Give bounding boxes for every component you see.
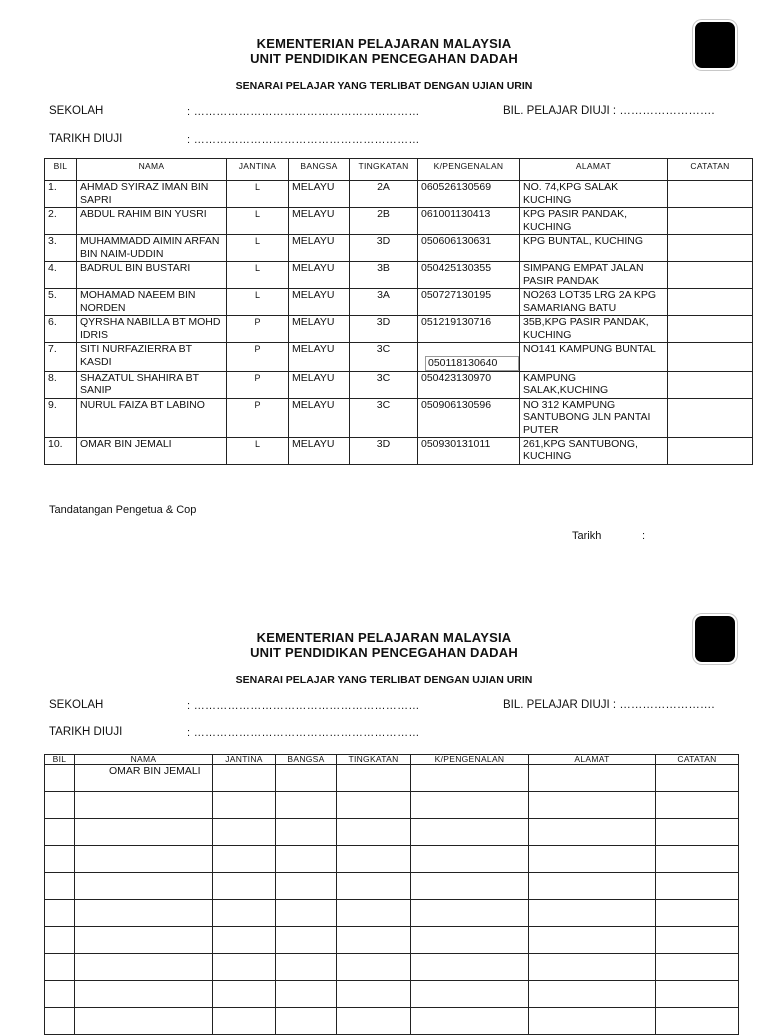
cell-alamat[interactable] xyxy=(529,819,656,846)
students-table xyxy=(44,158,753,465)
cell-nama: MUHAMMADD AIMIN ARFAN BIN NAIM-UDDIN xyxy=(77,235,227,262)
cell-kp[interactable] xyxy=(411,981,529,1008)
col-header-alamat: ALAMAT xyxy=(520,159,668,181)
cell-bangsa[interactable] xyxy=(276,1008,337,1035)
cell-bangsa[interactable] xyxy=(276,819,337,846)
cell-bangsa: MELAYU xyxy=(289,316,350,343)
cell-catatan[interactable] xyxy=(668,235,753,262)
kp-textbox: 050118130640 xyxy=(425,356,519,371)
cell-nama: SITI NURFAZIERRA BT KASDI xyxy=(77,343,227,372)
cell-jantina[interactable] xyxy=(213,765,276,792)
cell-jantina[interactable] xyxy=(213,873,276,900)
tarikh-diuji-field[interactable]: : …………………………………………………… xyxy=(187,134,420,146)
bil-pelajar-diuji-field[interactable]: BIL. PELAJAR DIUJI : ……………………. xyxy=(503,699,715,711)
cell-nama: NURUL FAIZA BT LABINO xyxy=(77,398,227,437)
table-row xyxy=(45,792,739,819)
cell-alamat[interactable] xyxy=(529,792,656,819)
cell-bil: 2. xyxy=(45,208,77,235)
cell-catatan[interactable] xyxy=(656,900,739,927)
cell-bangsa[interactable] xyxy=(276,981,337,1008)
table-row xyxy=(45,846,739,873)
cell-nama[interactable] xyxy=(75,900,213,927)
cell-alamat: NO. 74,KPG SALAK KUCHING xyxy=(520,181,668,208)
cell-nama[interactable] xyxy=(75,981,213,1008)
cell-kp[interactable] xyxy=(411,900,529,927)
cell-jantina[interactable] xyxy=(213,1008,276,1035)
cell-bil[interactable] xyxy=(45,900,75,927)
cell-jantina: P xyxy=(227,316,289,343)
cell-bangsa[interactable] xyxy=(276,792,337,819)
ministry-title: KEMENTERIAN PELAJARAN MALAYSIA xyxy=(256,630,512,645)
unit-title: UNIT PENDIDIKAN PENCEGAHAN DADAH xyxy=(250,51,518,66)
cell-catatan[interactable] xyxy=(656,954,739,981)
cell-bangsa: MELAYU xyxy=(289,208,350,235)
cell-jantina: P xyxy=(227,371,289,398)
cell-alamat[interactable] xyxy=(529,981,656,1008)
cell-jantina: L xyxy=(227,262,289,289)
cell-alamat: KAMPUNG SALAK,KUCHING xyxy=(520,371,668,398)
col-header-tingkatan: TINGKATAN xyxy=(350,159,418,181)
sekolah-label: SEKOLAH xyxy=(49,105,104,117)
col-header-kpengenalan: K/PENGENALAN xyxy=(418,159,520,181)
cell-bil: 1. xyxy=(45,181,77,208)
form-subtitle: SENARAI PELAJAR YANG TERLIBAT DENGAN UJIAN URIN xyxy=(235,80,533,92)
cell-catatan[interactable] xyxy=(668,262,753,289)
col-header-jantina: JANTINA xyxy=(227,159,289,181)
cell-kp: 050930131011 xyxy=(418,437,520,464)
black-square-logo xyxy=(695,616,735,662)
cell-tingkatan[interactable] xyxy=(337,846,411,873)
cell-bangsa[interactable] xyxy=(276,846,337,873)
cell-nama: AHMAD SYIRAZ IMAN BIN SAPRI xyxy=(77,181,227,208)
cell-bil[interactable] xyxy=(45,765,75,792)
black-square-logo xyxy=(695,22,735,68)
cell-bil: 3. xyxy=(45,235,77,262)
cell-catatan[interactable] xyxy=(656,765,739,792)
cell-catatan[interactable] xyxy=(656,873,739,900)
cell-catatan[interactable] xyxy=(668,343,753,372)
cell-alamat: KPG BUNTAL, KUCHING xyxy=(520,235,668,262)
cell-nama[interactable] xyxy=(75,846,213,873)
cell-kp: 050423130970 xyxy=(418,371,520,398)
cell-jantina[interactable] xyxy=(213,927,276,954)
cell-catatan[interactable] xyxy=(656,819,739,846)
cell-jantina: L xyxy=(227,181,289,208)
cell-alamat[interactable] xyxy=(529,954,656,981)
cell-jantina[interactable] xyxy=(213,846,276,873)
cell-kp[interactable] xyxy=(411,765,529,792)
cell-bil[interactable] xyxy=(45,846,75,873)
cell-bangsa: MELAYU xyxy=(289,181,350,208)
cell-nama[interactable] xyxy=(75,927,213,954)
table-row xyxy=(45,262,753,289)
cell-jantina: L xyxy=(227,289,289,316)
cell-nama[interactable] xyxy=(75,792,213,819)
bil-pelajar-diuji-field[interactable]: BIL. PELAJAR DIUJI : ……………………. xyxy=(503,105,715,117)
cell-nama: QYRSHA NABILLA BT MOHD IDRIS xyxy=(77,316,227,343)
col-header-catatan: CATATAN xyxy=(668,159,753,181)
cell-catatan[interactable] xyxy=(656,1008,739,1035)
cell-bil: 5. xyxy=(45,289,77,316)
cell-kp[interactable] xyxy=(411,954,529,981)
cell-bangsa[interactable] xyxy=(276,954,337,981)
cell-jantina[interactable] xyxy=(213,954,276,981)
tarikh-diuji-label: TARIKH DIUJI xyxy=(49,133,123,145)
cell-bangsa: MELAYU xyxy=(289,437,350,464)
col-header-nama: NAMA xyxy=(75,755,213,765)
sekolah-label: SEKOLAH xyxy=(49,699,104,711)
table-row xyxy=(45,873,739,900)
cell-alamat: KPG PASIR PANDAK, KUCHING xyxy=(520,208,668,235)
unit-title: UNIT PENDIDIKAN PENCEGAHAN DADAH xyxy=(250,645,518,660)
cell-tingkatan[interactable] xyxy=(337,873,411,900)
cell-catatan[interactable] xyxy=(668,208,753,235)
cell-tingkatan[interactable] xyxy=(337,819,411,846)
form-subtitle: SENARAI PELAJAR YANG TERLIBAT DENGAN UJIAN URIN xyxy=(235,674,533,686)
cell-catatan[interactable] xyxy=(668,289,753,316)
ministry-title: KEMENTERIAN PELAJARAN MALAYSIA xyxy=(256,36,512,51)
cell-alamat: SIMPANG EMPAT JALAN PASIR PANDAK xyxy=(520,262,668,289)
cell-alamat[interactable] xyxy=(529,1008,656,1035)
cell-bangsa: MELAYU xyxy=(289,235,350,262)
cell-bil: 8. xyxy=(45,371,77,398)
cell-nama[interactable] xyxy=(75,1008,213,1035)
cell-jantina: L xyxy=(227,208,289,235)
table-row xyxy=(45,208,753,235)
table-header-row xyxy=(45,159,753,181)
tarikh-label: Tarikh xyxy=(572,530,602,542)
cell-kp: 051219130716 xyxy=(418,316,520,343)
cell-tingkatan: 3D xyxy=(350,316,418,343)
cell-tingkatan: 2B xyxy=(350,208,418,235)
signature-label: Tandatangan Pengetua & Cop xyxy=(49,504,197,516)
cell-tingkatan[interactable] xyxy=(337,927,411,954)
students-table-blank xyxy=(44,754,739,1035)
cell-tingkatan: 3D xyxy=(350,235,418,262)
cell-nama[interactable] xyxy=(75,873,213,900)
cell-jantina[interactable] xyxy=(213,900,276,927)
cell-catatan[interactable] xyxy=(668,181,753,208)
cell-alamat[interactable] xyxy=(529,846,656,873)
cell-bil[interactable] xyxy=(45,981,75,1008)
cell-jantina[interactable] xyxy=(213,792,276,819)
cell-nama: OMAR BIN JEMALI xyxy=(77,437,227,464)
cell-kp: 050606130631 xyxy=(418,235,520,262)
cell-kp[interactable] xyxy=(411,927,529,954)
cell-tingkatan: 3B xyxy=(350,262,418,289)
tarikh-diuji-field[interactable]: : …………………………………………………… xyxy=(187,727,420,739)
cell-bil[interactable] xyxy=(45,792,75,819)
cell-kp: 061001130413 xyxy=(418,208,520,235)
cell-tingkatan[interactable] xyxy=(337,765,411,792)
cell-kp[interactable] xyxy=(411,792,529,819)
cell-bangsa[interactable] xyxy=(276,900,337,927)
cell-catatan[interactable] xyxy=(668,437,753,464)
cell-tingkatan[interactable] xyxy=(337,900,411,927)
cell-nama[interactable]: OMAR BIN JEMALI xyxy=(75,765,213,792)
table-row xyxy=(45,981,739,1008)
cell-tingkatan[interactable] xyxy=(337,954,411,981)
col-header-bil: BIL xyxy=(45,159,77,181)
cell-jantina[interactable] xyxy=(213,819,276,846)
cell-bangsa[interactable] xyxy=(276,927,337,954)
cell-bangsa[interactable] xyxy=(276,873,337,900)
cell-bangsa: MELAYU xyxy=(289,343,350,372)
cell-catatan[interactable] xyxy=(656,792,739,819)
cell-bil[interactable] xyxy=(45,1008,75,1035)
cell-bangsa[interactable] xyxy=(276,765,337,792)
cell-tingkatan: 3A xyxy=(350,289,418,316)
cell-bangsa: MELAYU xyxy=(289,398,350,437)
cell-bil[interactable] xyxy=(45,873,75,900)
cell-nama[interactable] xyxy=(75,954,213,981)
cell-alamat: 35B,KPG PASIR PANDAK, KUCHING xyxy=(520,316,668,343)
cell-catatan[interactable] xyxy=(656,846,739,873)
cell-bil: 6. xyxy=(45,316,77,343)
table-row xyxy=(45,316,753,343)
col-header-bangsa: BANGSA xyxy=(276,755,337,765)
sekolah-field[interactable]: : …………………………………………………… xyxy=(187,700,420,712)
cell-alamat: NO141 KAMPUNG BUNTAL xyxy=(520,343,668,372)
cell-tingkatan: 3C xyxy=(350,398,418,437)
col-header-bil: BIL xyxy=(45,755,75,765)
cell-tingkatan: 3D xyxy=(350,437,418,464)
table-header-row xyxy=(45,755,739,765)
cell-jantina: P xyxy=(227,398,289,437)
cell-nama: ABDUL RAHIM BIN YUSRI xyxy=(77,208,227,235)
cell-kp[interactable] xyxy=(411,846,529,873)
cell-bangsa: MELAYU xyxy=(289,262,350,289)
table-row xyxy=(45,343,753,372)
cell-bangsa: MELAYU xyxy=(289,289,350,316)
cell-jantina: L xyxy=(227,437,289,464)
cell-kp[interactable] xyxy=(411,819,529,846)
cell-alamat[interactable] xyxy=(529,927,656,954)
cell-nama: BADRUL BIN BUSTARI xyxy=(77,262,227,289)
cell-jantina: L xyxy=(227,235,289,262)
cell-kp: 050906130596 xyxy=(418,398,520,437)
cell-kp: 050727130195 xyxy=(418,289,520,316)
table-row xyxy=(45,900,739,927)
table-row xyxy=(45,181,753,208)
col-header-nama: NAMA xyxy=(77,159,227,181)
cell-tingkatan: 3C xyxy=(350,371,418,398)
cell-alamat: NO263 LOT35 LRG 2A KPG SAMARIANG BATU xyxy=(520,289,668,316)
table-row xyxy=(45,289,753,316)
tarikh-diuji-label: TARIKH DIUJI xyxy=(49,726,123,738)
table-row xyxy=(45,437,753,464)
cell-kp: 050425130355 xyxy=(418,262,520,289)
cell-tingkatan[interactable] xyxy=(337,792,411,819)
col-header-tingkatan: TINGKATAN xyxy=(337,755,411,765)
cell-alamat[interactable] xyxy=(529,873,656,900)
col-header-alamat: ALAMAT xyxy=(529,755,656,765)
cell-bangsa: MELAYU xyxy=(289,371,350,398)
cell-tingkatan: 3C xyxy=(350,343,418,372)
table-row xyxy=(45,235,753,262)
cell-bil: 9. xyxy=(45,398,77,437)
cell-nama[interactable] xyxy=(75,819,213,846)
col-header-catatan: CATATAN xyxy=(656,755,739,765)
table-row xyxy=(45,954,739,981)
col-header-kpengenalan: K/PENGENALAN xyxy=(411,755,529,765)
table-row xyxy=(45,371,753,398)
table-row xyxy=(45,1008,739,1035)
cell-alamat[interactable] xyxy=(529,900,656,927)
table-row xyxy=(45,398,753,437)
cell-kp[interactable] xyxy=(411,1008,529,1035)
cell-bil: 10. xyxy=(45,437,77,464)
cell-tingkatan[interactable] xyxy=(337,1008,411,1035)
sekolah-field[interactable]: : …………………………………………………… xyxy=(187,106,420,118)
cell-catatan[interactable] xyxy=(668,398,753,437)
cell-jantina[interactable] xyxy=(213,981,276,1008)
cell-jantina: P xyxy=(227,343,289,372)
cell-tingkatan[interactable] xyxy=(337,981,411,1008)
cell-nama: MOHAMAD NAEEM BIN NORDEN xyxy=(77,289,227,316)
tarikh-colon: : xyxy=(642,530,646,542)
cell-tingkatan: 2A xyxy=(350,181,418,208)
cell-bil[interactable] xyxy=(45,927,75,954)
cell-alamat: 261,KPG SANTUBONG, KUCHING xyxy=(520,437,668,464)
cell-catatan[interactable] xyxy=(656,981,739,1008)
table-row xyxy=(45,765,739,792)
cell-bil[interactable] xyxy=(45,819,75,846)
cell-nama: SHAZATUL SHAHIRA BT SANIP xyxy=(77,371,227,398)
table-row xyxy=(45,819,739,846)
cell-catatan[interactable] xyxy=(668,371,753,398)
col-header-jantina: JANTINA xyxy=(213,755,276,765)
cell-bil: 7. xyxy=(45,343,77,372)
cell-catatan[interactable] xyxy=(668,316,753,343)
cell-bil[interactable] xyxy=(45,954,75,981)
cell-alamat: NO 312 KAMPUNG SANTUBONG JLN PANTAI PUTER xyxy=(520,398,668,437)
cell-kp: 060526130569 xyxy=(418,181,520,208)
cell-catatan[interactable] xyxy=(656,927,739,954)
cell-bil: 4. xyxy=(45,262,77,289)
cell-kp xyxy=(418,343,520,372)
cell-kp[interactable] xyxy=(411,873,529,900)
table-row xyxy=(45,927,739,954)
col-header-bangsa: BANGSA xyxy=(289,159,350,181)
cell-alamat[interactable] xyxy=(529,765,656,792)
